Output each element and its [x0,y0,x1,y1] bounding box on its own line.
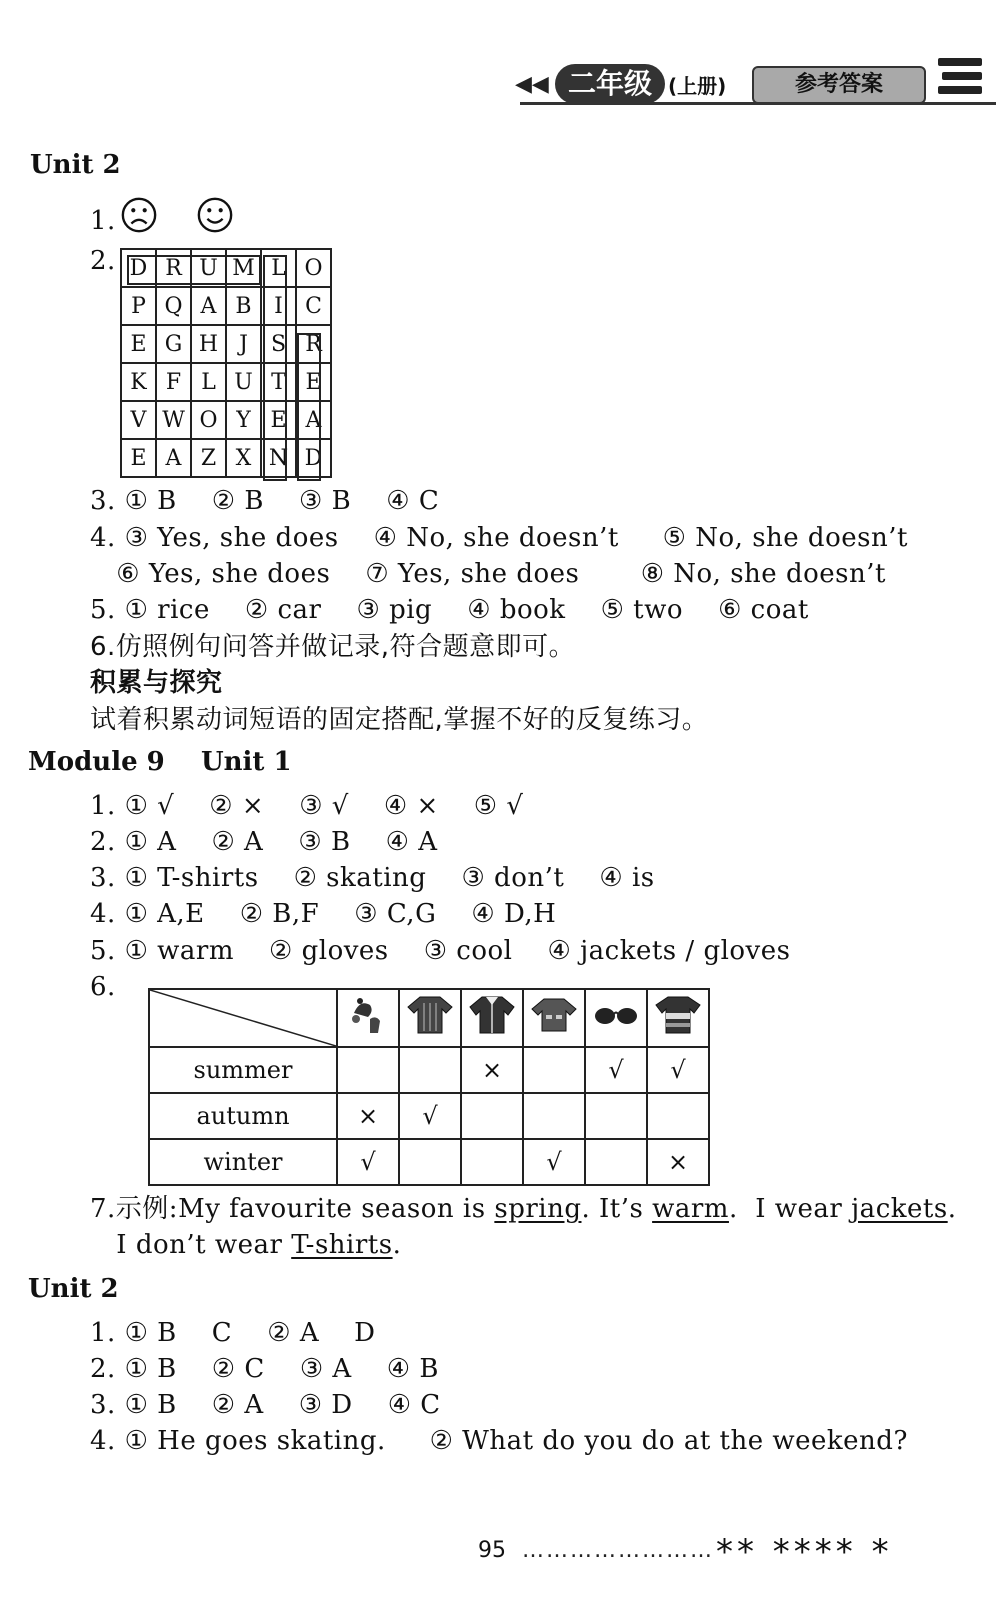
diagonal-header-cell [149,989,337,1047]
mark-cell [585,1093,647,1139]
grid-cell: Y [226,401,261,439]
grid-cell: A [156,439,191,477]
grid-cell: A [296,401,331,439]
grid-cell: L [261,249,296,287]
icon-row [149,989,709,1047]
grid-row [121,401,331,439]
grid-cell: S [261,325,296,363]
q3-answers: 3. ① B ② B ③ B ④ C [90,486,440,516]
q7-text: . I wear [728,1194,852,1224]
mark-cell [399,1139,461,1185]
mark-cell: √ [523,1139,585,1185]
q1-number: 1. [90,206,116,236]
double-left-arrow-icon: ◀◀ [515,72,549,97]
grid-cell: E [121,439,156,477]
grid-row [121,325,331,363]
q7-answer-spring: spring [494,1194,582,1224]
q7-answer-tshirts: T-shirts [291,1230,393,1260]
mark-cell: √ [337,1139,399,1185]
m9-q7-line2 [90,1228,401,1262]
word-search-grid [120,248,332,478]
coat-icon [523,989,585,1047]
module9-unit1-title: Module 9 Unit 1 [28,747,292,777]
grid-cell: W [156,401,191,439]
q7-text: I don’t wear [90,1230,292,1260]
mark-cell: √ [647,1047,709,1093]
mark-cell [647,1093,709,1139]
mark-cell [461,1139,523,1185]
mark-cell: √ [585,1047,647,1093]
table-row-winter [149,1139,709,1185]
page-number: 95 [478,1538,506,1563]
mark-cell: × [337,1093,399,1139]
mark-cell [585,1139,647,1185]
grid-cell: X [226,439,261,477]
mark-cell [461,1093,523,1139]
grid-cell: J [226,325,261,363]
footer-stars-decoration: ** **** * [716,1532,893,1572]
grid-cell: D [296,439,331,477]
grid-cell: P [121,287,156,325]
smiley-face-icon [196,196,234,234]
grid-cell: C [296,287,331,325]
grid-cell: K [121,363,156,401]
m9-q3-answers: 3. ① T-shirts ② skating ③ don’t ④ is [90,863,655,893]
grid-row [121,249,331,287]
grid-cell: E [296,363,331,401]
grid-cell: L [191,363,226,401]
accumulation-text: 试着积累动词短语的固定搭配,掌握不好的反复练习。 [90,705,709,735]
q4-answers-line1: 4. ③ Yes, she does ④ No, she doesn’t ⑤ No, she doesn’t [90,523,908,553]
grid-cell: H [191,325,226,363]
u2b-q4-answers: 4. ① He goes skating. ② What do you do at the weekend? [90,1426,908,1456]
mark-cell [523,1047,585,1093]
grid-cell: M [226,249,261,287]
m9-q7-line1 [90,1192,956,1226]
sunglasses-icon [585,989,647,1047]
q2-number: 2. [90,246,116,276]
grid-row [121,363,331,401]
grid-cell: F [156,363,191,401]
grid-cell: V [121,401,156,439]
grid-cell: E [121,325,156,363]
grid-cell: E [261,401,296,439]
jacket-icon [461,989,523,1047]
sweater-icon [399,989,461,1047]
m9-q2-answers: 2. ① A ② A ③ B ④ A [90,827,438,857]
row-label: autumn [149,1093,337,1139]
row-label: summer [149,1047,337,1093]
mark-cell: √ [399,1093,461,1139]
m9-q6-number: 6. [90,972,116,1002]
grid-cell: U [226,363,261,401]
grid-cell: N [261,439,296,477]
grid-cell: B [226,287,261,325]
mark-cell: × [461,1047,523,1093]
volume-label: (上册) [668,74,727,98]
hat-gloves-icon [337,989,399,1047]
mark-cell [337,1047,399,1093]
grid-cell: R [296,325,331,363]
grid-cell: A [191,287,226,325]
m9-q1-answers: 1. ① √ ② × ③ √ ④ × ⑤ √ [90,791,524,821]
grid-cell: I [261,287,296,325]
unit2b-title: Unit 2 [28,1274,119,1304]
grid-cell: Z [191,439,226,477]
mark-cell: × [647,1139,709,1185]
mark-cell [523,1093,585,1139]
m9-q5-answers: 5. ① warm ② gloves ③ cool ④ jackets / gloves [90,936,791,966]
grade-badge: 二年级 [555,64,665,104]
q7-text: . It’s [581,1194,653,1224]
grid-row [121,439,331,477]
q4-answers-line2: ⑥ Yes, she does ⑦ Yes, she does ⑧ No, she doesn’t [90,559,886,589]
u2b-q3-answers: 3. ① B ② A ③ D ④ C [90,1390,441,1420]
unit2-title: Unit 2 [30,150,121,180]
table-row-summer [149,1047,709,1093]
grid-cell: O [296,249,331,287]
q7-answer-warm: warm [652,1194,729,1224]
header-rule [520,102,996,105]
book-stack-icon [936,50,986,100]
q7-prefix: 7.示例:My favourite season is [90,1194,495,1224]
season-clothes-table [148,988,710,1186]
u2b-q2-answers: 2. ① B ② C ③ A ④ B [90,1354,439,1384]
q5-answers: 5. ① rice ② car ③ pig ④ book ⑤ two ⑥ coat [90,595,809,625]
grid-cell: U [191,249,226,287]
grid-cell: R [156,249,191,287]
grid-cell: D [121,249,156,287]
mark-cell [399,1047,461,1093]
sad-face-icon [120,196,158,234]
grid-row [121,287,331,325]
diagonal-line [150,990,336,1046]
grid-cell: G [156,325,191,363]
grid-cell: Q [156,287,191,325]
row-label: winter [149,1139,337,1185]
table-row-autumn [149,1093,709,1139]
q7-text: . [392,1230,402,1260]
answer-key-tag: 参考答案 [752,66,926,104]
grid-cell: O [191,401,226,439]
footer-dots: …………………… [522,1538,714,1563]
tshirt-icon [647,989,709,1047]
grid-cell: T [261,363,296,401]
u2b-q1-answers: 1. ① B C ② A D [90,1318,376,1348]
q6-answer: 6.仿照例句问答并做记录,符合题意即可。 [90,632,576,662]
q7-text: . [947,1194,957,1224]
accumulation-title: 积累与探究 [90,668,223,698]
q7-answer-jackets: jackets [851,1194,948,1224]
m9-q4-answers: 4. ① A,E ② B,F ③ C,G ④ D,H [90,899,557,929]
